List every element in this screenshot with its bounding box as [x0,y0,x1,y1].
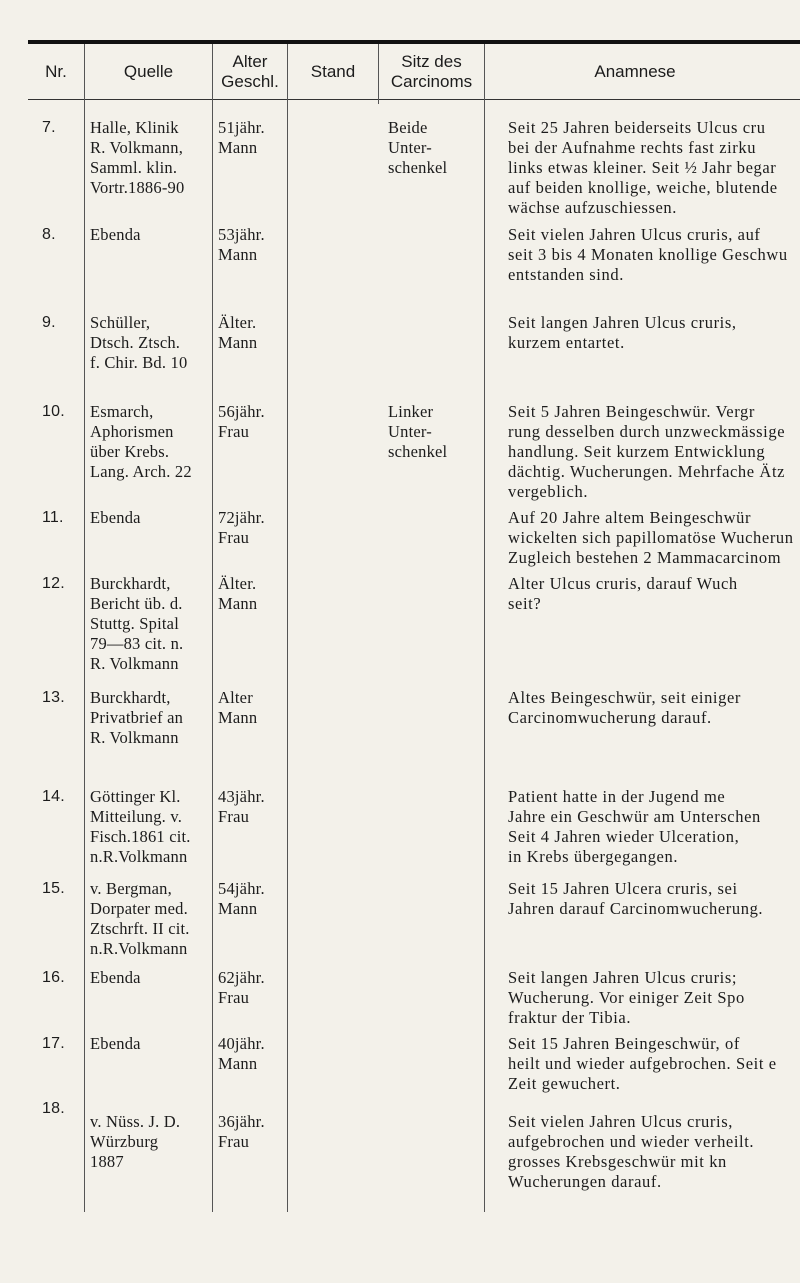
row-anamnesis: Alter Ulcus cruris, darauf Wuch seit? [508,574,738,613]
row-number: 18. [42,1100,65,1117]
header-rule [28,99,800,100]
row-anamnesis: Seit 15 Jahren Beingeschwür, of heilt und wieder aufgebrochen. Seit e Zeit gewuchert. [508,1034,777,1093]
row-number: 10. [42,403,65,420]
row-anamnesis: Auf 20 Jahre altem Beingeschwür wickelten sich papillomatöse Wucherun Zugleich bestehen 2 Mammacarcinom [508,508,794,567]
row-site: Linker Unter- schenkel [388,402,448,461]
row-anamnesis: Seit langen Jahren Ulcus cruris; Wucherung. Vor einiger Zeit Spo fraktur der Tibia. [508,968,745,1027]
row-source: Burckhardt, Privatbrief an R. Volkmann [90,688,184,747]
row-anamnesis: Seit langen Jahren Ulcus cruris, kurzem entartet. [508,313,737,352]
row-age-sex: 53jähr. Mann [218,225,265,264]
row-source: Esmarch, Aphorismen über Krebs. Lang. Arch. 22 [90,402,192,481]
row-number: 14. [42,788,65,805]
row-age-sex: 54jähr. Mann [218,879,265,918]
row-number: 7. [42,119,56,136]
row-anamnesis: Altes Beingeschwür, seit einiger Carcinomwucherung darauf. [508,688,741,727]
row-number: 17. [42,1035,65,1052]
header-sitz: Sitz des Carcinoms [390,52,473,91]
row-source: v. Bergman, Dorpater med. Ztschrft. II cit. n.R.Volkmann [90,879,190,958]
row-age-sex: 43jähr. Frau [218,787,265,826]
header-anamnese: Anamnese [594,62,676,81]
row-number: 8. [42,226,56,243]
row-source: Göttinger Kl. Mitteilung. v. Fisch.1861 cit. n.R.Volkmann [90,787,191,866]
row-number: 13. [42,689,65,706]
row-anamnesis: Seit vielen Jahren Ulcus cruris, auf seit 3 bis 4 Monaten knollige Geschwu entstanden sind. [508,225,788,284]
row-age-sex: Älter. Mann [218,574,258,613]
row-age-sex: 40jähr. Mann [218,1034,265,1073]
row-age-sex: 36jähr. Frau [218,1112,265,1151]
table-top-rule [28,40,800,44]
row-age-sex: 51jähr. Mann [218,118,265,157]
row-site: Beide Unter- schenkel [388,118,448,177]
row-source: Ebenda [90,1034,141,1053]
row-number: 15. [42,880,65,897]
row-source: Burckhardt, Bericht üb. d. Stuttg. Spital 79—83 cit. n. R. Volkmann [90,574,184,673]
row-source: Schüller, Dtsch. Ztsch. f. Chir. Bd. 10 [90,313,188,372]
row-anamnesis: Seit 25 Jahren beiderseits Ulcus cru bei der Aufnahme rechts fast zirku links etwas kleiner. Seit ½ Jahr begar auf beiden knollige, weiche, blutende wächse aufzuschiessen. [508,118,778,217]
row-number: 16. [42,969,65,986]
column-divider [212,44,213,1212]
header-nr: Nr. [45,62,67,81]
column-divider [484,44,485,1212]
row-source: Ebenda [90,225,141,244]
header-quelle: Quelle [123,62,174,81]
row-age-sex: Älter. Mann [218,313,258,352]
row-number: 9. [42,314,56,331]
row-age-sex: 72jähr. Frau [218,508,265,547]
row-source: v. Nüss. J. D. Würzburg 1887 [90,1112,181,1171]
header-stand: Stand [310,62,356,81]
row-source: Ebenda [90,508,141,527]
column-divider [84,44,85,1212]
row-source: Ebenda [90,968,141,987]
row-age-sex: 62jähr. Frau [218,968,265,1007]
row-age-sex: Alter Mann [218,688,258,727]
column-divider [287,44,288,1212]
row-source: Halle, Klinik R. Volkmann, Samml. klin. Vortr.1886-90 [90,118,185,197]
row-anamnesis: Seit vielen Jahren Ulcus cruris, aufgebrochen und wieder verheilt. grosses Krebsgeschwür mit kn Wucherungen darauf. [508,1112,755,1191]
row-number: 11. [42,509,64,526]
header-alter: Alter Geschl. [221,52,279,91]
row-anamnesis: Patient hatte in der Jugend me Jahre ein Geschwür am Unterschen Seit 4 Jahren wieder Ulceration, in Krebs übergegangen. [508,787,761,866]
row-age-sex: 56jähr. Frau [218,402,265,441]
row-number: 12. [42,575,65,592]
row-anamnesis: Seit 15 Jahren Ulcera cruris, sei Jahren darauf Carcinomwucherung. [508,879,764,918]
row-anamnesis: Seit 5 Jahren Beingeschwür. Vergr rung desselben durch unzweckmässige handlung. Seit kurzem Entwicklung dächtig. Wucherungen. Mehrfache Ätz vergeblich. [508,402,786,501]
